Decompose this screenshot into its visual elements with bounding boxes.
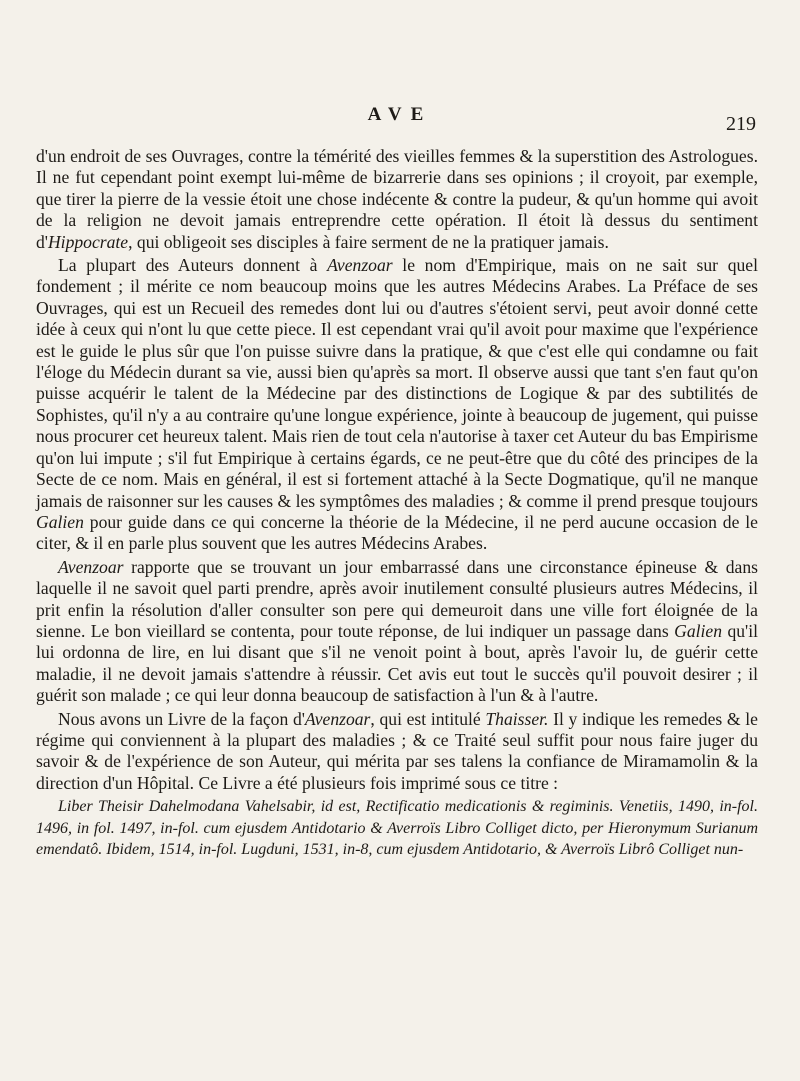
italic-name: Avenzoar	[304, 708, 371, 729]
text: d'un endroit de ses Ouvrages, contre la témérité des vieilles femmes & la superstition des Astrologues. Il ne fut cependant point exempt lui-même de bizarrerie dans ses opinions ; il croyoit, par exemple, que tirer la pierre de la vessie étoit une chose indécente & contre la pudeur, & qu'un homme qui avoit de la religion ne devoit jamais entreprendre cette opération. Il étoit là dessus du sentiment d'	[36, 146, 758, 252]
italic-name: Avenzoar	[58, 556, 124, 577]
italic-title: Thaisser.	[485, 708, 549, 729]
text: qu'il lui ordonna de lire, en lui disant que s'il ne venoit point à bout, après l'avoir lu, de guérir cette maladie, il ne devoit jamais s'attendre à réussir. Cet avis eut tout le succès qu'il pouvoit desirer ; il guérit son malade ; ce qui leur donna beaucoup de satisfaction à l'un & à l'autre.	[36, 620, 758, 706]
text: , qui est intitulé	[370, 708, 486, 729]
text: La plupart des Auteurs donnent à	[58, 255, 328, 276]
italic-name: Avenzoar	[327, 255, 393, 276]
paragraph-1	[36, 146, 758, 253]
body-text	[36, 146, 758, 860]
text: rapporte que se trouvant un jour embarrassé dans une circonstance épineuse & dans laquelle il ne savoit quel parti prendre, après avoir inutilement consulté plusieurs autres Médecins, il prit enfin la résolution d'aller consulter son pere qui demeuroit dans une ville fort éloignée de la sienne. Le bon vieillard se contenta, pour toute réponse, de lui indiquer un passage dans	[36, 556, 758, 641]
italic-name: Galien	[36, 511, 84, 532]
italic-name: Hippocrate	[47, 231, 129, 252]
bibliographic-entry: Liber Theisir Dahelmodana Vahelsabir, id est, Rectificatio medicationis & regiminis. Venetiis, 1490, in-fol. 1496, in fol. 1497, in-fol. cum ejusdem Antidotario & Averroïs Libro Colliget dicto, per Hieronymum Surianum emendatô. Ibidem, 1514, in-fol. Lugduni, 1531, in-8, cum ejusdem Antidotario, & Averroïs Librô Colliget nun-	[36, 798, 758, 858]
paragraph-3	[36, 557, 758, 707]
page-number: 219	[726, 113, 756, 135]
italic-name: Galien	[674, 620, 722, 641]
paragraph-2	[36, 255, 758, 555]
text: Il y indique les remedes & le régime qui conviennent à la plupart des maladies ; & ce Traité seul suffit pour nous faire juger du savoir & de l'expérience de son Auteur, qui mérita par ses talens la confiance de Miramamolin & la direction d'un Hôpital. Ce Livre a été plusieurs fois imprimé sous ce titre :	[36, 708, 758, 793]
text: Nous avons un Livre de la façon d'	[58, 708, 305, 729]
paragraph-4	[36, 709, 758, 795]
text: , qui obligeoit ses disciples à faire serment de ne la pratiquer jamais.	[128, 231, 609, 252]
running-head: AVE	[367, 104, 433, 125]
text: pour guide dans ce qui concerne la théorie de la Médecine, il ne perd aucune occasion de le citer, & il en parle plus souvent que les autres Médecins Arabes.	[36, 511, 758, 554]
text: le nom d'Empirique, mais on ne sait sur quel fondement ; il mérite ce nom beaucoup moins que les autres Médecins Arabes. La Préface de ses Ouvrages, qui est un Recueil des remedes dont lui ou d'autres s'étoient servi, peut avoir donné cette idée à ceux qui n'ont lu que cette piece. Il est cependant vrai qu'il avoit pour maxime que l'expérience est le guide le plus sûr que l'on puisse suivre dans la pratique, & que c'est elle qui condamne ou fait l'éloge du Médecin durant sa vie, aussi bien qu'après sa mort. Il observe aussi que tant s'en faut qu'on puisse acquérir le talent de la Médecine par des distinctions de Logique & par des subtilités de Sophistes, qu'il n'y a au contraire qu'une longue expérience, jointe à beaucoup de jugement, qui puisse nous procurer cet heureux talent. Mais rien de tout cela n'autorise à taxer cet Auteur du bas Empirisme qu'on lui impute ; s'il fut Empirique à certains égards, ce ne peut-être que du côté des principes de la Secte de ce nom. Mais en général, il est si fortement attaché à la Secte Dogmatique, qu'il ne manque jamais de raisonner sur les causes & les symptômes des maladies ; & comme il prend presque toujours	[36, 255, 758, 511]
